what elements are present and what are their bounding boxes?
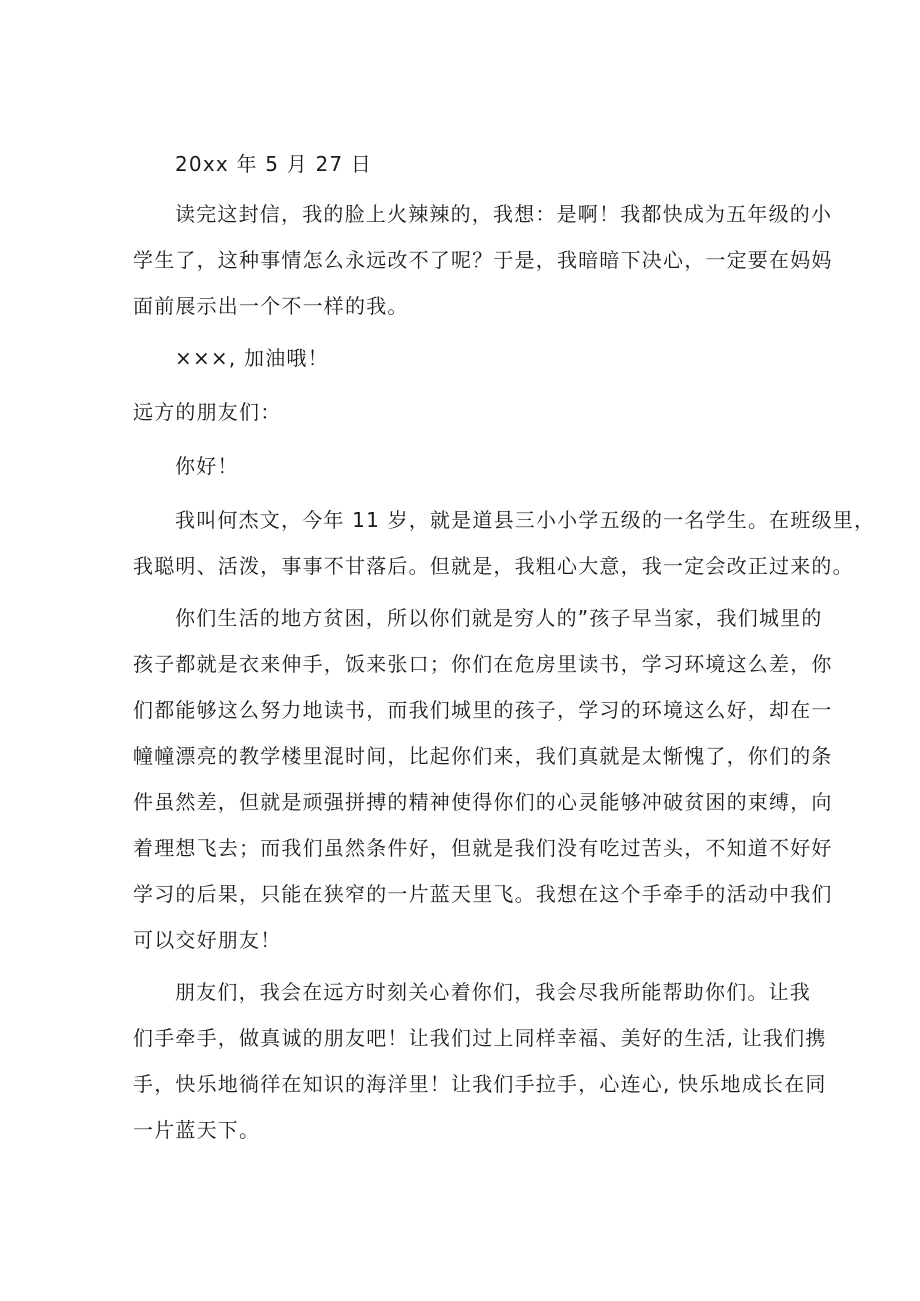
- letter-date: 20xx 年 5 月 27 日: [175, 152, 373, 176]
- text-line: 幢幢漂亮的教学楼里混时间，比起你们来，我们真就是太惭愧了，你们的条: [133, 744, 833, 768]
- text-line: 朋友们，我会在远方时刻关心着你们，我会尽我所能帮助你们。让我: [175, 980, 811, 1004]
- text-line: 面前展示出一个不一样的我。: [133, 294, 409, 318]
- text-line: 我聪明、活泼，事事不甘落后。但就是，我粗心大意，我一定会改正过来的。: [133, 554, 854, 578]
- text-line: 你们生活的地方贫困，所以你们就是穷人的”孩子早当家，我们城里的: [175, 606, 823, 630]
- text-line: 们都能够这么努力地读书，而我们城里的孩子，学习的环境这么好，却在一: [133, 698, 833, 722]
- text-line: 我叫何杰文，今年 11 岁，就是道县三小小学五级的一名学生。在班级里，: [175, 508, 876, 532]
- greeting: 你好！: [175, 454, 239, 478]
- text-line: 手，快乐地徜徉在知识的海洋里！让我们手拉手，心连心, 快乐地成长在同: [133, 1072, 827, 1096]
- encouragement-line: ×××, 加油哦！: [175, 346, 329, 370]
- text-line: 一片蓝天下。: [133, 1118, 261, 1142]
- text-line: 们手牵手，做真诚的朋友吧！让我们过上同样幸福、美好的生活, 让我们携: [133, 1026, 827, 1050]
- text-line: 孩子都就是衣来伸手，饭来张口；你们在危房里读书，学习环境这么差，你: [133, 652, 833, 676]
- text-line: 件虽然差，但就是顽强拼搏的精神使得你们的心灵能够冲破贫困的束缚，向: [133, 790, 833, 814]
- text-line: 可以交好朋友！: [133, 928, 282, 952]
- text-line: 读完这封信，我的脸上火辣辣的，我想：是啊！我都快成为五年级的小: [175, 202, 833, 226]
- salutation: 远方的朋友们：: [133, 400, 282, 424]
- text-line: 着理想飞去；而我们虽然条件好，但就是我们没有吃过苦头，不知道不好好: [133, 836, 833, 860]
- text-line: 学生了，这种事情怎么永远改不了呢？于是，我暗暗下决心，一定要在妈妈: [133, 248, 833, 272]
- text-line: 学习的后果，只能在狭窄的一片蓝天里飞。我想在这个手牵手的活动中我们: [133, 882, 833, 906]
